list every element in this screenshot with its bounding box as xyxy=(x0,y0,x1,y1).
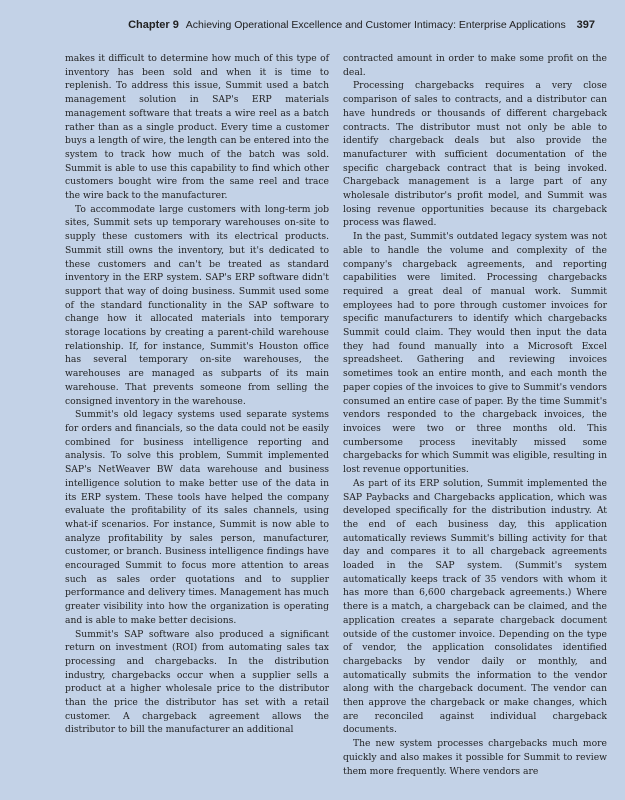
left-column xyxy=(65,52,329,737)
paragraph: Summit's old legacy systems used separate systems for orders and financials, so the data could not be easily combined for business intelligence reporting and analysis. To solve this problem, Summit implemented SAP's NetWeaver BW data warehouse and business intelligence solution to make better use of the data in its ERP system. These tools have helped the company evaluate the profitability of its sales channels, using what-if scenarios. For instance, Summit is now able to analyze profitability by sales person, manufacturer, customer, or branch. Business intelligence findings have encouraged Summit to focus more attention to areas such as sales order quotations and to supplier performance and delivery times. Management has much greater visibility into how the organization is operating and is able to make better decisions. xyxy=(65,409,329,626)
paragraph: contracted amount in order to make some profit on the deal. xyxy=(343,53,607,78)
chapter-title: Achieving Operational Excellence and Customer Intimacy: Enterprise Applications xyxy=(185,19,566,31)
running-header xyxy=(128,19,595,31)
chapter-label: Chapter 9 xyxy=(128,19,179,31)
paragraph: Summit's SAP software also produced a significant return on investment (ROI) from automating sales tax processing and chargebacks. In the distribution industry, chargebacks occur when a supplier sells a product at a higher wholesale price to the distributor than the price the distributor has set with a retail customer. A chargeback agreement allows the distributor to bill the manufacturer an additional xyxy=(65,628,329,736)
paragraph: As part of its ERP solution, Summit implemented the SAP Paybacks and Chargebacks application, which was developed specifically for the distribution industry. At the end of each business day, this application automatically reviews Summit's billing activity for that day and compares it to all chargeback agreements loaded in the SAP system. (Summit's system automatically keeps track of 35 vendors with whom it has more than 6,600 chargeback agreements.) Where there is a match, a chargeback can be claimed, and the application creates a separate chargeback document outside of the customer invoice. Depending on the type of vendor, the application consolidates identified chargebacks by vendor daily or monthly, and automatically submits the information to the vendor along with the chargeback document. The vendor can then approve the chargeback or make changes, which are reconciled against individual chargeback documents. xyxy=(343,477,607,736)
paragraph: The new system processes chargebacks much more quickly and also makes it possible for Summit to review them more frequently. Where vendors are xyxy=(343,738,607,777)
paragraph: Processing chargebacks requires a very close comparison of sales to contracts, and a distributor can have hundreds or thousands of different chargeback contracts. The distributor must not only be able to identify chargeback deals but also provide the manufacturer with sufficient documentation of the specific chargeback contract that is being invoked. Chargeback management is a large part of any wholesale distributor's profit model, and Summit was losing revenue opportunities because its chargeback process was flawed. xyxy=(343,80,607,229)
paragraph: makes it difficult to determine how much of this type of inventory has been sold and when it is time to replenish. To address this issue, Summit used a batch management solution in SAP's ERP materials management software that treats a wire reel as a batch rather than as a single product. Every time a customer buys a length of wire, the length can be entered into the system to track how much of the batch was sold. Summit is able to use this capability to find which other customers bought wire from the same reel and trace the wire back to the manufacturer. xyxy=(65,53,329,202)
right-column xyxy=(343,52,607,778)
page-number: 397 xyxy=(576,19,595,31)
paragraph: In the past, Summit's outdated legacy system was not able to handle the volume and complexity of the company's chargeback agreements, and reporting capabilities were limited. Processing chargebacks required a great deal of manual work. Summit employees had to pore through customer invoices for specific manufacturers to identify which chargebacks Summit could claim. They would then input the data they had found manually into a Microsoft Excel spreadsheet. Gathering and reviewing invoices sometimes took an entire month, and each month the paper copies of the invoices to give to Summit's vendors consumed an entire case of paper. By the time Summit's vendors responded to the chargeback invoices, the invoices were two or three months old. This cumbersome process inevitably missed some chargebacks for which Summit was eligible, resulting in lost revenue opportunities. xyxy=(343,231,607,476)
paragraph: To accommodate large customers with long-term job sites, Summit sets up temporary warehouses on-site to supply these customers with its electrical products. Summit still owns the inventory, but it's dedicated to these customers and can't be treated as standard inventory in the ERP system. SAP's ERP software didn't support that way of doing business. Summit used some of the standard functionality in the SAP software to change how it allocated materials into temporary storage locations by creating a parent-child warehouse relationship. If, for instance, Summit's Houston office has several temporary on-site warehouses, the warehouses are managed as subparts of its main warehouse. That prevents someone from selling the consigned inventory in the warehouse. xyxy=(65,203,329,407)
